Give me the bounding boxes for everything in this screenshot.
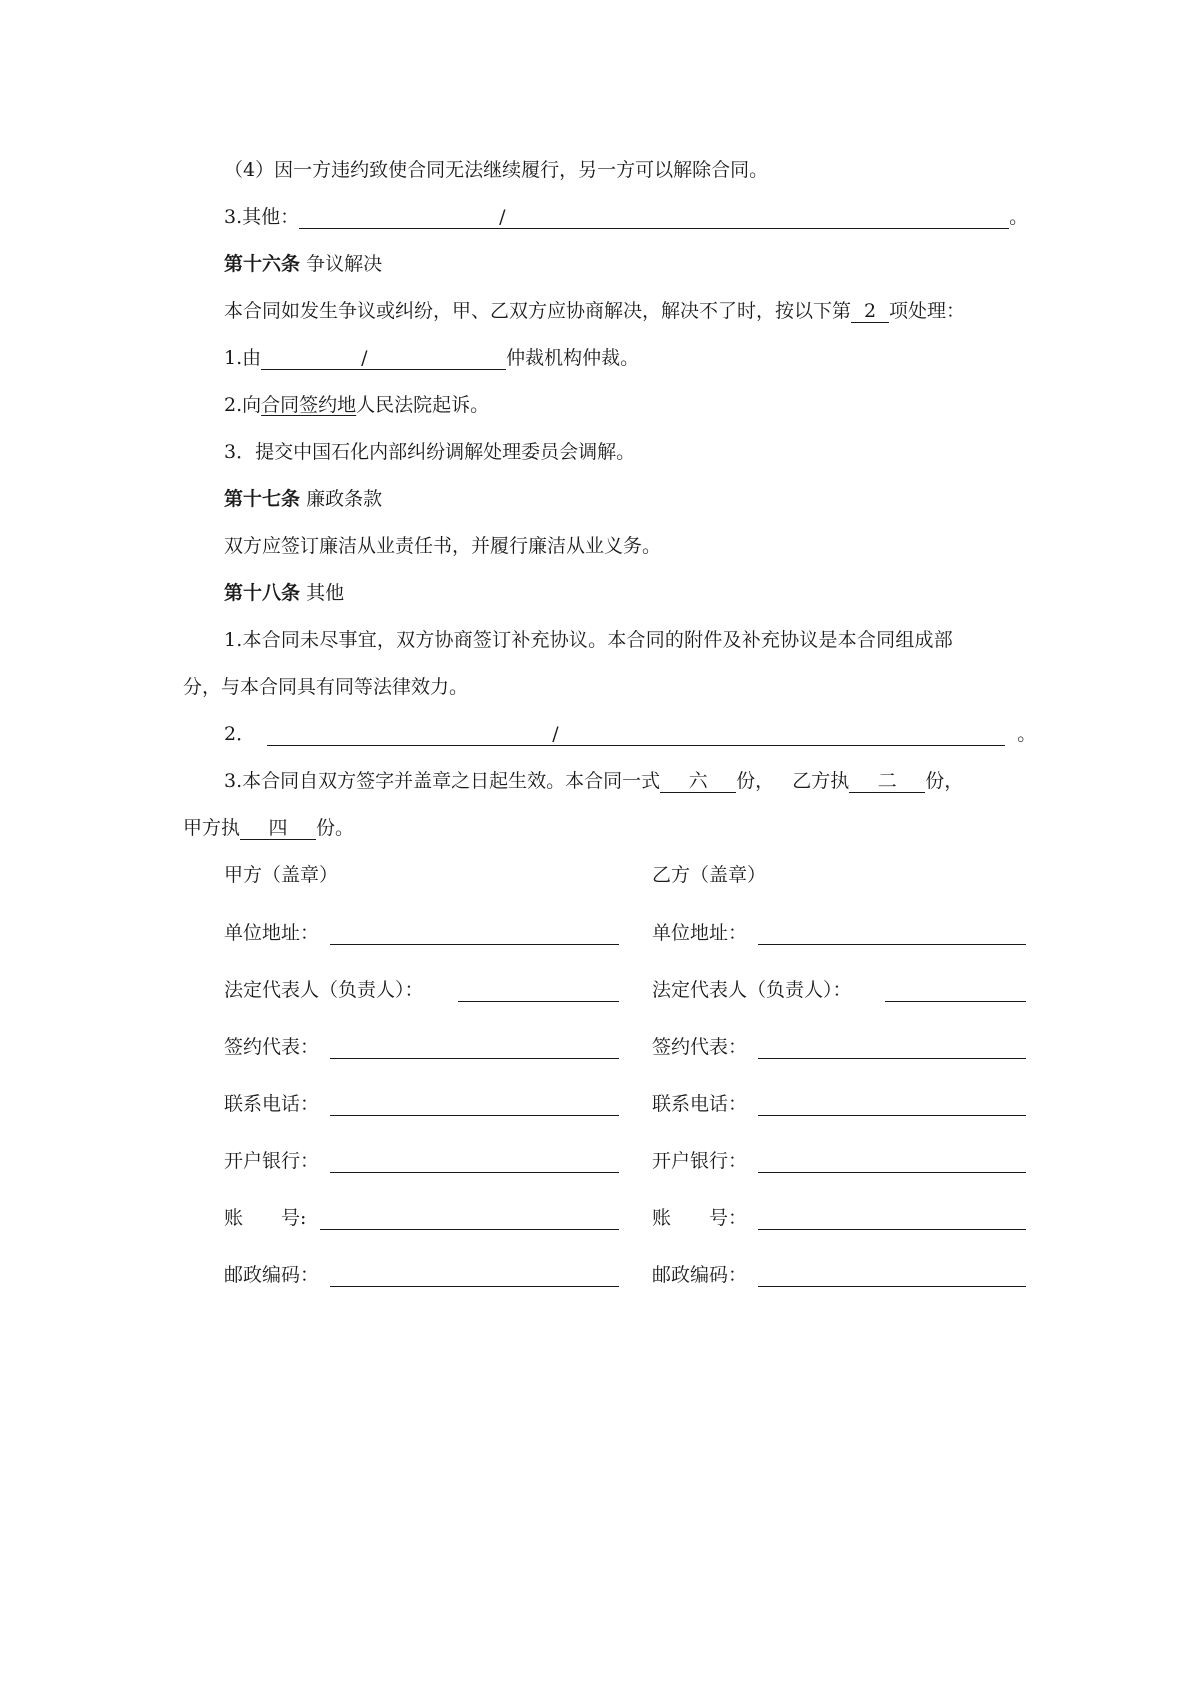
- clause16-choice-blank[interactable]: 2: [851, 300, 889, 323]
- party-b-postcode-field[interactable]: [758, 1286, 1026, 1287]
- clause17-text: 双方应签订廉洁从业责任书，并履行廉洁从业义务。: [224, 535, 662, 557]
- party-a-phone-field[interactable]: [330, 1115, 619, 1116]
- party-a-signing-rep-field[interactable]: [330, 1058, 619, 1059]
- copies-party-a-blank[interactable]: 四: [240, 817, 316, 840]
- party-b-postcode: 邮政编码：: [652, 1264, 748, 1286]
- clause15-other-label: 3.其他：: [224, 206, 300, 228]
- party-b-signing-rep-field[interactable]: [758, 1058, 1026, 1059]
- party-b-phone: 联系电话：: [652, 1093, 748, 1115]
- clause18-item1-line2: 分，与本合同具有同等法律效力。: [183, 676, 469, 698]
- clause16-intro: 本合同如发生争议或纠纷，甲、乙双方应协商解决，解决不了时，按以下第 2 项处理：: [224, 300, 966, 322]
- party-a-address: 单位地址：: [224, 922, 320, 944]
- party-b-address: 单位地址：: [652, 922, 748, 944]
- party-b-address-field[interactable]: [758, 944, 1026, 945]
- clause18-heading: [224, 580, 344, 606]
- clause17-title: 廉政条款: [306, 488, 383, 510]
- clause17-number: 第十七条: [224, 488, 301, 510]
- party-b-bank-field[interactable]: [758, 1172, 1026, 1173]
- party-a-phone: 联系电话：: [224, 1093, 320, 1115]
- party-b-phone-field[interactable]: [758, 1115, 1026, 1116]
- clause18-item3-line2: 甲方执 四 份。: [183, 817, 355, 839]
- clause18-item2: 2． / 。: [224, 723, 1037, 745]
- clause16-item3: 3．提交中国石化内部纠纷调解处理委员会调解。: [224, 441, 636, 463]
- party-a-signing-rep: 签约代表：: [224, 1036, 320, 1058]
- party-a-account: 账 号:: [224, 1207, 307, 1229]
- copies-party-b-blank[interactable]: 二: [849, 770, 925, 793]
- clause16-item1: 1.由 / 仲裁机构仲裁。: [224, 347, 640, 369]
- clause15-other: 3.其他： / 。: [224, 206, 1029, 228]
- clause16-court-place: 合同签约地: [261, 394, 357, 416]
- clause18-item1-line1: 1.本合同未尽事宜，双方协商签订补充协议。本合同的附件及补充协议是本合同组成部: [224, 629, 953, 651]
- clause18-item3-line1: 3.本合同自双方签字并盖章之日起生效。本合同一式 六 份， 乙方执 二 份，: [224, 770, 964, 792]
- party-a-legal-rep: 法定代表人（负责人）：: [224, 979, 424, 1001]
- party-a-address-field[interactable]: [330, 944, 619, 945]
- clause18-title: 其他: [306, 582, 345, 604]
- party-b-account: 账 号：: [652, 1207, 748, 1229]
- party-b-bank: 开户银行：: [652, 1150, 748, 1172]
- copies-total-blank[interactable]: 六: [660, 770, 736, 793]
- party-a-bank: 开户银行：: [224, 1150, 320, 1172]
- party-b-legal-rep-field[interactable]: [885, 1001, 1026, 1002]
- party-a-title: 甲方（盖章）: [224, 864, 339, 886]
- clause15-other-blank[interactable]: /: [299, 206, 1009, 229]
- party-a-account-field[interactable]: [320, 1229, 619, 1230]
- clause16-number: 第十六条: [224, 253, 301, 275]
- party-a-postcode-field[interactable]: [330, 1286, 619, 1287]
- party-b-legal-rep: 法定代表人（负责人）：: [652, 979, 852, 1001]
- party-b-title: 乙方（盖章）: [652, 864, 767, 886]
- clause16-item2: 2.向合同签约地人民法院起诉。: [224, 394, 490, 416]
- clause18-item2-blank[interactable]: /: [267, 723, 1005, 746]
- party-b-signing-rep: 签约代表：: [652, 1036, 748, 1058]
- party-a-bank-field[interactable]: [330, 1172, 619, 1173]
- party-a-legal-rep-field[interactable]: [458, 1001, 619, 1002]
- clause15-item4: （4）因一方违约致使合同无法继续履行，另一方可以解除合同。: [224, 159, 769, 181]
- clause16-title: 争议解决: [306, 253, 383, 275]
- clause16-heading: [224, 251, 382, 277]
- party-b-account-field[interactable]: [758, 1229, 1026, 1230]
- clause16-arbitration-blank[interactable]: /: [261, 347, 506, 370]
- clause18-number: 第十八条: [224, 582, 301, 604]
- clause17-heading: [224, 486, 382, 512]
- party-a-postcode: 邮政编码：: [224, 1264, 320, 1286]
